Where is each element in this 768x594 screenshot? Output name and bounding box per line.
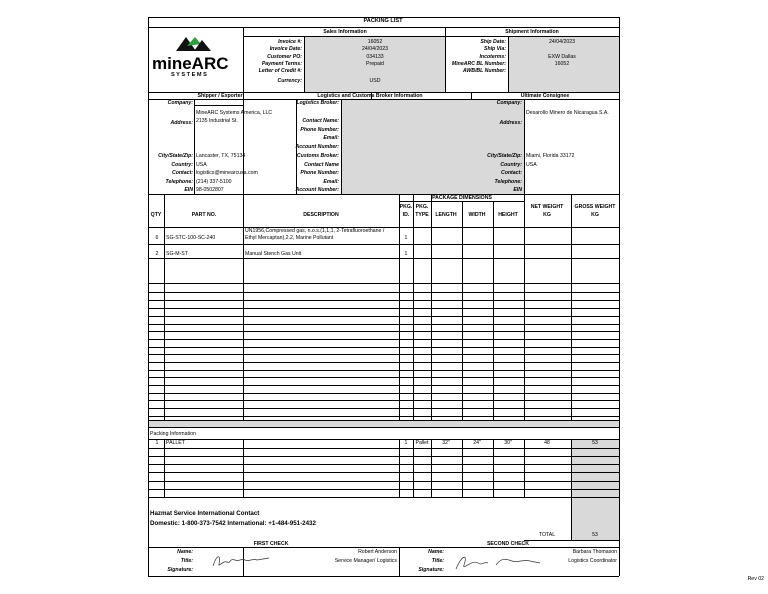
first-check-label: Name: <box>177 549 193 555</box>
col-pkg-type: PKG. <box>415 204 429 210</box>
col-length: LENGTH <box>435 212 457 218</box>
signature-second-check <box>452 551 542 573</box>
item-description: Manual Stench Gas Unit <box>245 251 302 257</box>
packing-gross-weight: 53 <box>592 440 598 446</box>
broker-label: Logistics Broker: <box>296 100 339 106</box>
hazmat-numbers: Domestic: 1-800-373-7542 International: +1-484-951-2432 <box>150 520 316 527</box>
col-qty: QTY <box>150 212 162 218</box>
table-col-line <box>524 227 525 420</box>
table-row-line <box>148 339 619 340</box>
first-check-name: Robert Anderson <box>358 549 397 555</box>
sales-value: USD <box>369 78 381 84</box>
sales-heading: Sales Information <box>323 28 367 35</box>
col-height: HEIGHT <box>498 212 518 218</box>
packing-row-line <box>148 481 619 482</box>
sales-label: Payment Terms: <box>261 60 302 67</box>
signature-first-check <box>211 552 271 570</box>
consignee-label: Country: <box>500 161 522 168</box>
document-title: PACKING LIST <box>363 18 403 24</box>
col-description: DESCRIPTION <box>303 212 339 218</box>
col-gross-weight: KG <box>591 212 599 218</box>
table-row-line <box>148 385 619 386</box>
company-logo-text: mineARC <box>152 54 229 73</box>
sales-label: Invoice #: <box>278 39 302 45</box>
first-check-label: Title: <box>180 558 193 564</box>
total-line <box>524 540 619 541</box>
table-row-line <box>148 292 619 293</box>
shipment-label: MineARC BL Number: <box>451 60 506 67</box>
grid-line <box>243 36 619 37</box>
table-row-line <box>148 408 619 409</box>
shipment-label: Ship Via: <box>483 46 506 53</box>
shipper-label: Contact: <box>171 170 193 176</box>
item-qty: 6 <box>155 235 159 241</box>
second-check-label: Name: <box>428 549 444 555</box>
packing-row-line <box>148 464 619 465</box>
total-label: TOTAL <box>538 532 556 538</box>
table-row-line <box>148 300 619 301</box>
second-check-name: Barbara Thomason <box>572 549 617 555</box>
shipper-label: Company: <box>167 100 193 106</box>
shipper-phone-value: (214) 337-5100 <box>196 178 232 185</box>
col-width: WIDTH <box>468 212 486 218</box>
broker-label: Account Number: <box>295 187 339 193</box>
sales-label: Invoice Date: <box>269 46 302 53</box>
item-qty: 2 <box>155 251 159 257</box>
second-check-title: Logistics Coordinator <box>568 558 617 564</box>
col-net-weight: NET WEIGHT <box>530 204 564 210</box>
consignee-label: Address: <box>499 120 522 126</box>
grid-line <box>619 547 620 576</box>
consignee-city-value: Miami, Florida 33172 <box>526 153 575 159</box>
broker-label: Phone Number: <box>300 126 339 133</box>
packing-row-line <box>148 448 619 449</box>
first-check-title: Service Manager/ Logistics <box>334 558 397 564</box>
table-row-line <box>148 370 619 371</box>
packing-col-line <box>413 439 414 497</box>
bl-number-value: 16052 <box>554 60 570 67</box>
packing-heading: Packing Information <box>150 431 196 437</box>
table-row-line <box>148 362 619 363</box>
table-row-line <box>148 377 619 378</box>
table-row-line <box>148 393 619 394</box>
broker-label: Contact Name <box>304 161 339 168</box>
consignee-company-value: Desarollo Minero de Nicaragua S.A. <box>526 110 609 116</box>
ship-date-value: 24/04/2023 <box>549 39 575 45</box>
sales-label: Letter of Credit #: <box>258 68 302 75</box>
shipper-ein-value: 98-0502807 <box>196 187 224 193</box>
sales-value: 034133 <box>366 53 384 60</box>
consignee-heading: Ultimate Consignee <box>520 93 570 99</box>
broker-label: Email: <box>323 178 339 185</box>
consignee-label: Telephone: <box>494 178 522 185</box>
table-row-line <box>148 316 619 317</box>
grid-line <box>148 194 619 195</box>
col-pkg-type: TYPE <box>415 212 429 218</box>
shipper-city-value: Lancaster, TX, 75134 <box>196 153 246 159</box>
shipper-label: City/State/Zip: <box>158 153 193 159</box>
broker-label: Email: <box>323 135 339 141</box>
shipment-heading: Shipment Information <box>505 28 559 35</box>
packing-qty: 1 <box>155 440 159 446</box>
second-check-label: Signature: <box>418 567 444 573</box>
packing-col-line <box>493 439 494 497</box>
col-part-no: PART NO. <box>191 212 217 218</box>
grid-line <box>243 194 244 227</box>
table-col-line <box>571 227 572 420</box>
broker-label: Account Number: <box>295 144 339 150</box>
packing-row-line <box>148 489 619 490</box>
item-part-no: SG-STC-100-SC-240 <box>166 235 216 241</box>
incoterms-value: EXW Dallas <box>548 53 576 60</box>
shipper-address-value: 2135 Industrial St. <box>196 118 238 124</box>
pre-packing-shade <box>148 420 619 427</box>
shipper-label: Country: <box>171 161 193 168</box>
packing-row-line <box>148 472 619 473</box>
consignee-country-value: USA <box>526 161 537 168</box>
table-row-line <box>148 420 619 421</box>
packing-width: 24" <box>473 440 481 446</box>
grid-line <box>164 194 165 227</box>
broker-label: Phone Number: <box>300 170 339 176</box>
packing-net-weight: 48 <box>544 440 550 446</box>
packing-col-line <box>399 439 400 497</box>
shipper-contact-value: logistics@minearcusa.com <box>196 170 258 176</box>
first-check-label: Signature: <box>167 567 193 573</box>
grid-line <box>148 27 619 28</box>
consignee-label: Contact: <box>500 170 522 176</box>
broker-label: Contact Name: <box>302 118 339 124</box>
shipper-label: EIN <box>184 187 193 193</box>
consignee-label: City/State/Zip: <box>487 153 522 159</box>
shipper-label: Address: <box>170 120 193 126</box>
logo-tagline: S Y S T E M S <box>171 72 207 78</box>
shipper-company-value: MineARC Systems America, LLC <box>196 110 273 116</box>
shipment-label: AWB/BL Number: <box>462 68 506 75</box>
col-gross-weight: GROSS WEIGHT <box>574 204 616 210</box>
packing-pkg-type: Pallet <box>415 440 429 446</box>
package-dimensions-heading: PACKAGE DIMENSIONS <box>432 195 492 201</box>
packing-col-line <box>243 439 244 497</box>
sales-label: Customer PO: <box>267 53 302 60</box>
grid-line <box>571 194 572 227</box>
shipper-label: Telephone: <box>165 178 193 185</box>
table-row-line <box>148 324 619 325</box>
packing-col-line <box>462 439 463 497</box>
packing-pkg-id: 1 <box>404 440 408 446</box>
col-net-weight: KG <box>543 212 551 218</box>
revision-note: Rev 02 <box>747 576 764 582</box>
col-pkg-id: ID. <box>402 212 410 218</box>
table-row-line <box>148 400 619 401</box>
packing-height: 30" <box>504 440 512 446</box>
grid-line <box>524 99 525 194</box>
second-check-heading: SECOND CHECK <box>486 541 530 547</box>
packing-col-line <box>164 439 165 497</box>
grid-line <box>148 576 619 577</box>
shipper-country-value: USA <box>196 161 207 168</box>
shipment-label: Incoterms: <box>479 53 506 60</box>
packing-col-line <box>524 439 525 497</box>
packing-row-line <box>148 497 619 498</box>
total-gross-value: 53 <box>592 532 598 538</box>
table-row-line <box>148 258 619 259</box>
first-check-heading: FIRST CHECK <box>253 541 289 547</box>
item-part-no: SG-M-ST <box>166 251 188 257</box>
table-row-line <box>148 354 619 355</box>
item-pkg-id: 1 <box>404 251 408 257</box>
sales-value: 16052 <box>367 39 383 45</box>
table-row-line <box>148 331 619 332</box>
table-row-line <box>148 416 619 417</box>
packing-row-line <box>148 456 619 457</box>
table-row-line <box>148 283 619 284</box>
grid-line <box>148 427 619 428</box>
sales-value: 24/04/2023 <box>362 46 388 53</box>
consignee-label: EIN <box>513 187 522 193</box>
packing-part: PALLET <box>166 440 185 446</box>
item-pkg-id: 1 <box>404 235 408 241</box>
broker-heading: Logistics and Customs Broker Information <box>317 93 423 99</box>
col-pkg-id: PKG. <box>399 204 413 210</box>
item-description: UN1956,Compressed gas, n.o.s.(1,1,1, 2-Tetrafluoroethane / <box>245 227 385 234</box>
table-row-line <box>148 347 619 348</box>
consignee-label: Company: <box>496 100 522 106</box>
packing-col-line <box>571 439 572 497</box>
second-check-label: Title: <box>431 558 444 564</box>
table-row-line <box>148 244 619 245</box>
hazmat-title: Hazmat Service International Contact <box>150 510 260 517</box>
packing-length: 32" <box>442 440 450 446</box>
table-row-line <box>148 308 619 309</box>
shipment-label: Ship Date: <box>480 39 506 45</box>
item-description: Ethyl Mercaptan),2.2, Marine Pollutant <box>245 235 334 241</box>
sales-label: Currency: <box>277 78 302 84</box>
shipper-heading: Shipper / Exporter <box>197 93 243 99</box>
broker-label: Customs Broker: <box>296 153 339 159</box>
sales-value: Prepaid <box>366 60 384 67</box>
packing-col-line <box>431 439 432 497</box>
